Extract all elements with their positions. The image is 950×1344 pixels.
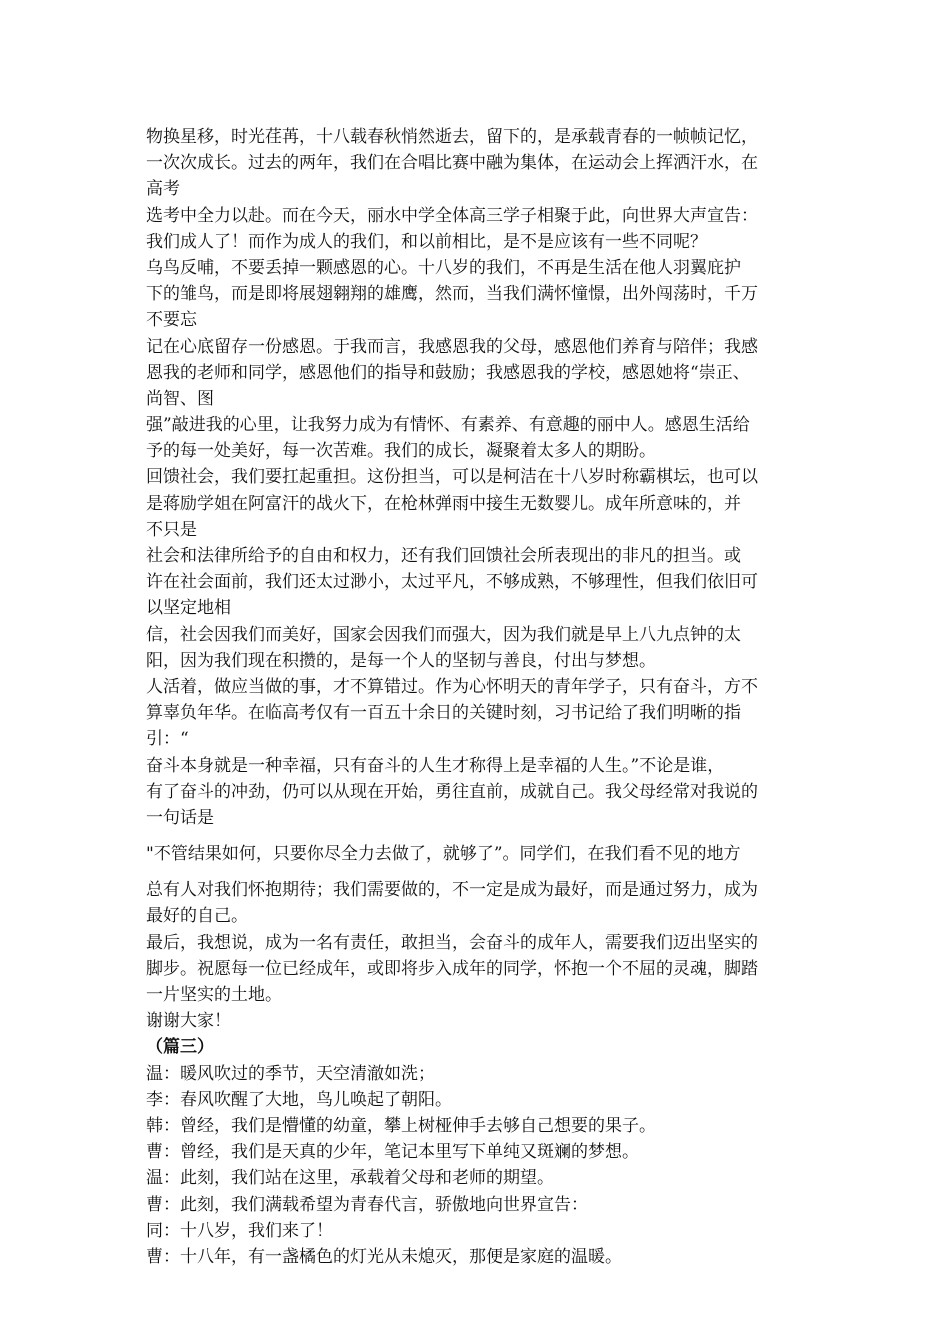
text-line: 有了奋斗的冲劲，仍可以从现在开始，勇往直前，成就自己。我父母经常对我说的 <box>146 781 758 802</box>
text-line: 社会和法律所给予的自由和权力，还有我们回馈社会所表现出的非凡的担当。或 <box>146 546 741 566</box>
text-line: 人活着，做应当做的事，才不算错过。作为心怀明天的青年学子，只有奋斗，方不 <box>146 676 758 697</box>
dialogue-line: 韩：曾经，我们是懵懂的幼童，攀上树桠伸手去够自己想要的果子。 <box>146 1115 656 1136</box>
dialogue-line: 曹：十八年，有一盏橘色的灯光从未熄灭，那便是家庭的温暖。 <box>146 1246 622 1267</box>
text-line: 恩我的老师和同学，感恩他们的指导和鼓励；我感恩我的学校，感恩她将“崇正、 <box>146 362 750 383</box>
text-line: 物换星移，时光荏苒，十八载春秋悄然逝去，留下的，是承载青春的一帧帧记忆， <box>146 127 758 147</box>
text-line: 我们成人了！而作为成人的我们，和以前相比，是不是应该有一些不同呢？ <box>146 231 707 252</box>
text-line: 下的雏鸟，而是即将展翅翱翔的雄鹰，然而，当我们满怀憧憬，出外闯荡时，千万 <box>146 284 758 305</box>
text-line: 回馈社会，我们要扛起重担。这份担当，可以是柯洁在十八岁时称霸棋坛，也可以 <box>146 467 758 488</box>
text-line: 选考中全力以赴。而在今天，丽水中学全体高三学子相聚于此，向世界大声宣告： <box>146 205 758 226</box>
text-line: 信，社会因我们而美好，国家会因我们而强大，因为我们就是早上八九点钟的太 <box>146 624 741 645</box>
text-line: 不只是 <box>146 519 197 540</box>
dialogue-line: 温：此刻，我们站在这里，承载着父母和老师的期望。 <box>146 1168 554 1189</box>
text-line: 一片坚实的土地。 <box>146 985 282 1005</box>
text-line: 一次次成长。过去的两年，我们在合唱比赛中融为集体，在运动会上挥洒汗水，在 <box>146 153 758 174</box>
paragraph-gap <box>146 867 810 877</box>
text-line: 最后，我想说，成为一名有责任，敢担当，会奋斗的成年人，需要我们迈出坚实的 <box>146 932 758 953</box>
dialogue-line: 曹：此刻，我们满载希望为青春代言，骄傲地向世界宣告： <box>146 1194 588 1215</box>
text-line: 是蒋励学姐在阿富汗的战火下，在枪林弹雨中接生无数婴儿。成年所意味的，并 <box>146 493 741 514</box>
text-line: 奋斗本身就是一种幸福，只有奋斗的人生才称得上是幸福的人生。”不论是谁， <box>146 755 725 776</box>
text-line: 总有人对我们怀抱期待；我们需要做的，不一定是成为最好，而是通过努力，成为 <box>146 880 758 901</box>
text-line: 强”敲进我的心里，让我努力成为有情怀、有素养、有意趣的丽中人。感恩生活给 <box>146 415 750 436</box>
text-line: 谢谢大家！ <box>146 1011 231 1032</box>
paragraph-gap <box>146 831 810 841</box>
text-line: 高考 <box>146 179 180 200</box>
text-line: 阳，因为我们现在积攒的，是每一个人的坚韧与善良，付出与梦想。 <box>146 650 656 671</box>
text-line: 乌鸟反哺，不要丢掉一颗感恩的心。十八岁的我们，不再是生活在他人羽翼庇护 <box>146 257 741 278</box>
dialogue-line: 曹：曾经，我们是天真的少年，笔记本里写下单纯又斑斓的梦想。 <box>146 1142 639 1163</box>
dialogue-line: 同：十八岁，我们来了！ <box>146 1220 333 1241</box>
text-line: 尚智、图 <box>146 388 214 409</box>
document-body <box>146 124 810 1270</box>
text-line: 脚步。祝愿每一位已经成年，或即将步入成年的同学，怀抱一个不屈的灵魂，脚踏 <box>146 958 758 979</box>
section-heading: （篇三） <box>146 1037 214 1058</box>
text-line: 一句话是 <box>146 807 214 828</box>
text-line: 予的每一处美好，每一次苦难。我们的成长，凝聚着太多人的期盼。 <box>146 441 656 462</box>
text-line: 最好的自己。 <box>146 906 248 927</box>
text-line: 引：“ <box>146 729 189 750</box>
text-line: "不管结果如何，只要你尽全力去做了，就够了”。同学们，在我们看不见的地方 <box>146 844 741 865</box>
text-line: 许在社会面前，我们还太过渺小，太过平凡，不够成熟，不够理性，但我们依旧可 <box>146 572 758 593</box>
text-line: 以坚定地相 <box>146 598 231 619</box>
dialogue-line: 温：暖风吹过的季节，天空清澈如洗； <box>146 1063 435 1084</box>
dialogue-line: 李：春风吹醒了大地，鸟儿唤起了朝阳。 <box>146 1089 452 1110</box>
text-line: 记在心底留存一份感恩。于我而言，我感恩我的父母，感恩他们养育与陪伴；我感 <box>146 336 758 357</box>
text-line: 算辜负年华。在临高考仅有一百五十余日的关键时刻，习书记给了我们明晰的指 <box>146 703 741 724</box>
text-line: 不要忘 <box>146 310 197 331</box>
